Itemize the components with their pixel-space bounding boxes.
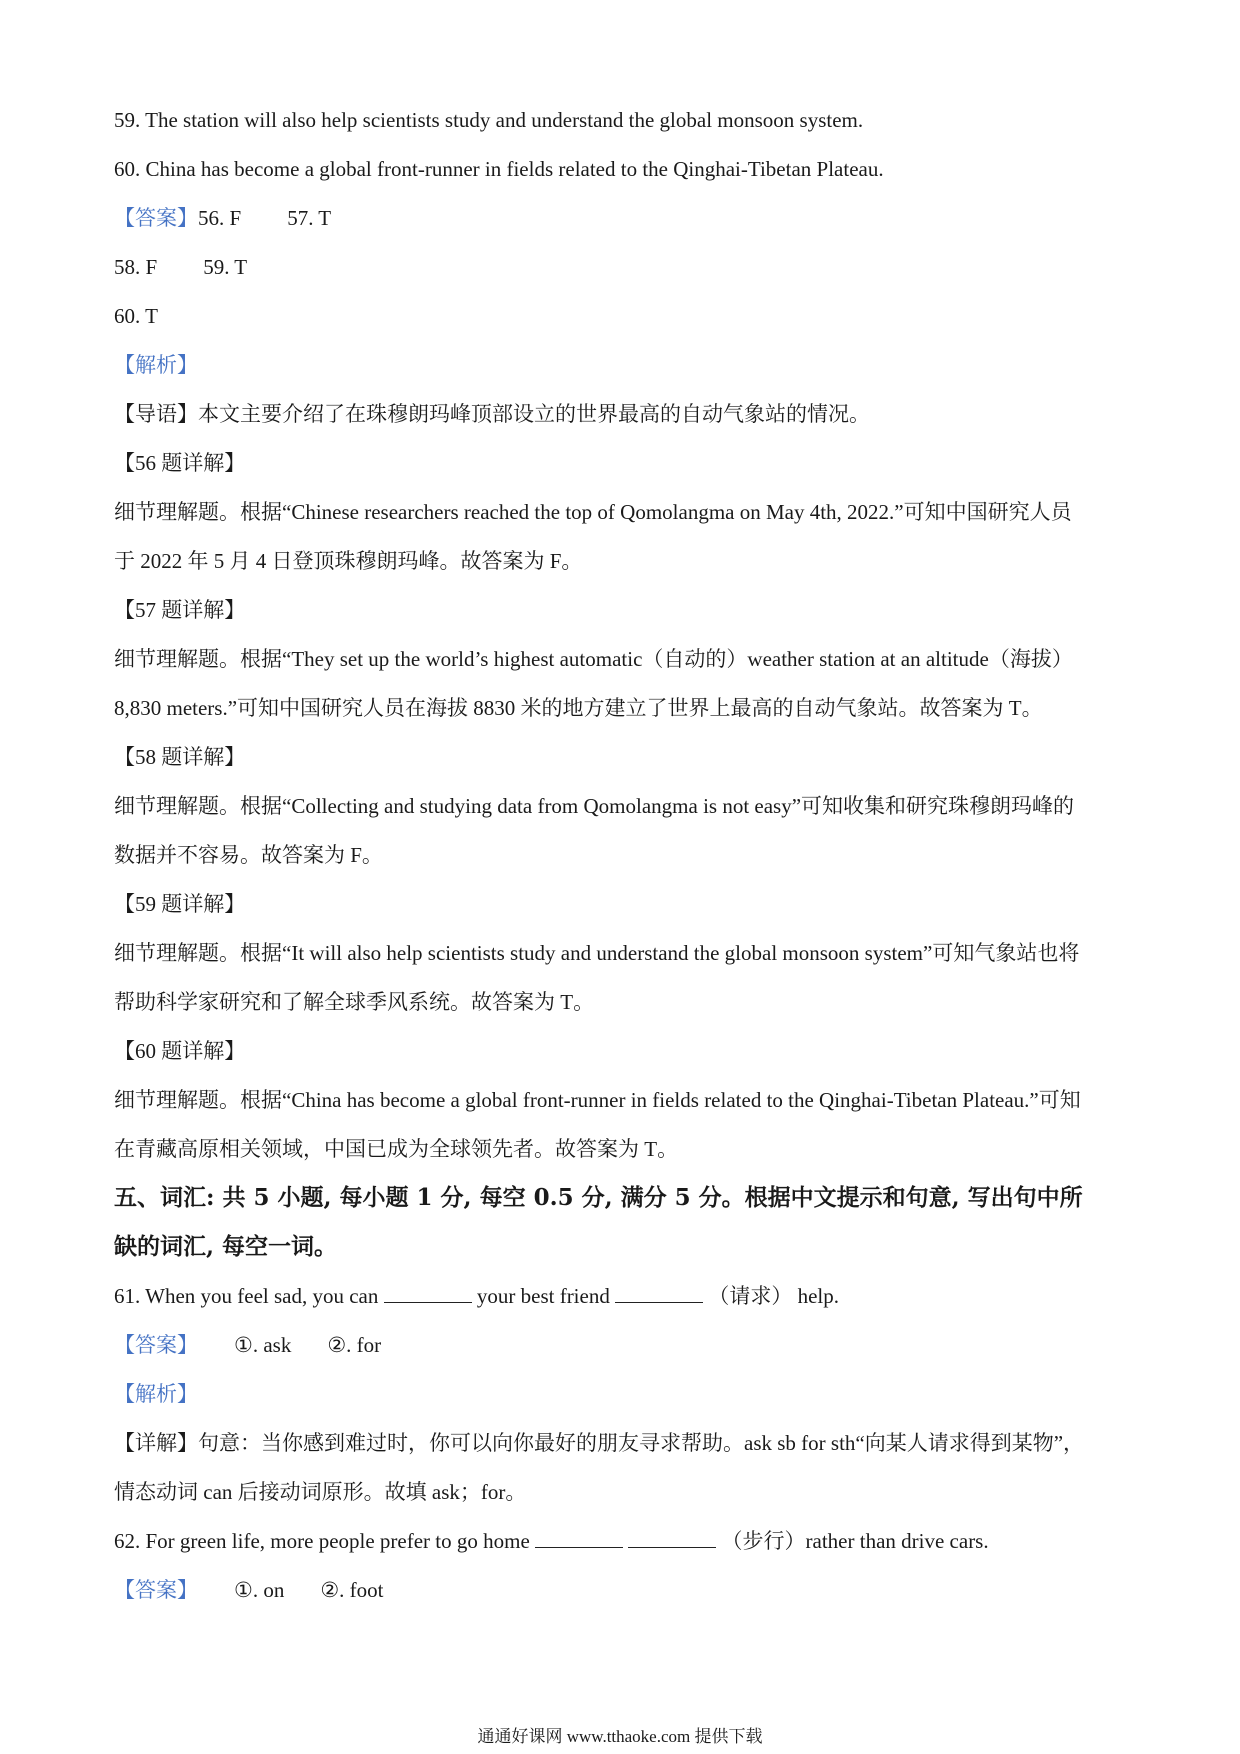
q61-answer-1: ①. ask	[234, 1333, 292, 1357]
detail-58-heading: 【58 题详解】	[114, 745, 246, 769]
question-62	[114, 1527, 989, 1555]
question-61	[114, 1282, 839, 1310]
detail-56-line-1: 细节理解题。根据“Chinese researchers reached the top of Qomolangma on May 4th, 2022.”可知中国研究人员	[114, 500, 1072, 524]
q61-detail-line-1: 【详解】句意：当你感到难过时，你可以向你最好的朋友寻求帮助。ask sb for sth“向某人请求得到某物”，	[114, 1431, 1085, 1455]
answer-row-1	[114, 204, 331, 232]
question-59: 59. The station will also help scientists study and understand the global monsoon system.	[114, 108, 864, 132]
detail-58-line-1: 细节理解题。根据“Collecting and studying data from Qomolangma is not easy”可知收集和研究珠穆朗玛峰的	[114, 794, 1075, 818]
detail-57-heading: 【57 题详解】	[114, 598, 246, 622]
q62-blank-1	[535, 1529, 623, 1548]
detail-60-line-2: 在青藏高原相关领域，中国已成为全球领先者。故答案为 T。	[114, 1137, 679, 1161]
answer-tag: 【答案】	[114, 1333, 198, 1357]
detail-56-line-2: 于 2022 年 5 月 4 日登顶珠穆朗玛峰。故答案为 F。	[114, 549, 583, 573]
q62-answer-row	[114, 1576, 383, 1604]
page-footer: 通通好课网 www.tthaoke.com 提供下载	[477, 1727, 763, 1746]
answer-58: 58. F	[114, 255, 158, 279]
q61-answer-2: ②. for	[327, 1333, 382, 1357]
answer-57: 57. T	[287, 206, 332, 230]
answer-row-2	[114, 253, 247, 281]
answer-row-3	[114, 302, 158, 330]
detail-56-heading: 【56 题详解】	[114, 451, 246, 475]
analysis-tag: 【解析】	[114, 353, 198, 377]
section-5-heading-line-2: 缺的词汇, 每空一词。	[114, 1233, 338, 1260]
answer-tag: 【答案】	[114, 1578, 198, 1602]
q61-part-c: （请求） help.	[708, 1284, 839, 1308]
detail-60-line-1: 细节理解题。根据“China has become a global front-runner in fields related to the Qinghai-Tibetan Plateau.”可知	[114, 1088, 1081, 1112]
q61-answer-row	[114, 1331, 381, 1359]
detail-57-line-1: 细节理解题。根据“They set up the world’s highest automatic（自动的）weather station at an altitude（海拔）	[114, 647, 1073, 671]
section-5-heading-line-1: 五、词汇: 共 5 小题, 每小题 1 分, 每空 0.5 分, 满分 5 分。根据中文提示和句意, 写出句中所	[114, 1184, 1083, 1211]
answer-56: 56. F	[198, 206, 242, 230]
q61-analysis-tag: 【解析】	[114, 1382, 198, 1406]
q61-part-b: your best friend	[476, 1284, 610, 1308]
detail-59-line-1: 细节理解题。根据“It will also help scientists study and understand the global monsoon system”可知气象站也将	[114, 941, 1080, 965]
answer-59: 59. T	[203, 255, 248, 279]
answer-tag: 【答案】	[114, 206, 198, 230]
intro-paragraph: 【导语】本文主要介绍了在珠穆朗玛峰顶部设立的世界最高的自动气象站的情况。	[114, 402, 870, 426]
q62-answer-1: ①. on	[234, 1578, 285, 1602]
detail-59-line-2: 帮助科学家研究和了解全球季风系统。故答案为 T。	[114, 990, 595, 1014]
question-60: 60. China has become a global front-runner in fields related to the Qinghai-Tibetan Plateau.	[114, 157, 884, 181]
q61-blank-1	[384, 1284, 472, 1303]
q62-part-c: （步行）rather than drive cars.	[721, 1529, 989, 1553]
q61-blank-2	[615, 1284, 703, 1303]
q62-answer-2: ②. foot	[320, 1578, 384, 1602]
q62-blank-2	[628, 1529, 716, 1548]
detail-58-line-2: 数据并不容易。故答案为 F。	[114, 843, 383, 867]
detail-59-heading: 【59 题详解】	[114, 892, 246, 916]
q61-part-a: 61. When you feel sad, you can	[114, 1284, 379, 1308]
answer-60: 60. T	[114, 304, 158, 328]
detail-60-heading: 【60 题详解】	[114, 1039, 246, 1063]
detail-57-line-2: 8,830 meters.”可知中国研究人员在海拔 8830 米的地方建立了世界上最高的自动气象站。故答案为 T。	[114, 696, 1043, 720]
q61-detail-line-2: 情态动词 can 后接动词原形。故填 ask；for。	[114, 1480, 527, 1504]
q62-part-a: 62. For green life, more people prefer to go home	[114, 1529, 530, 1553]
